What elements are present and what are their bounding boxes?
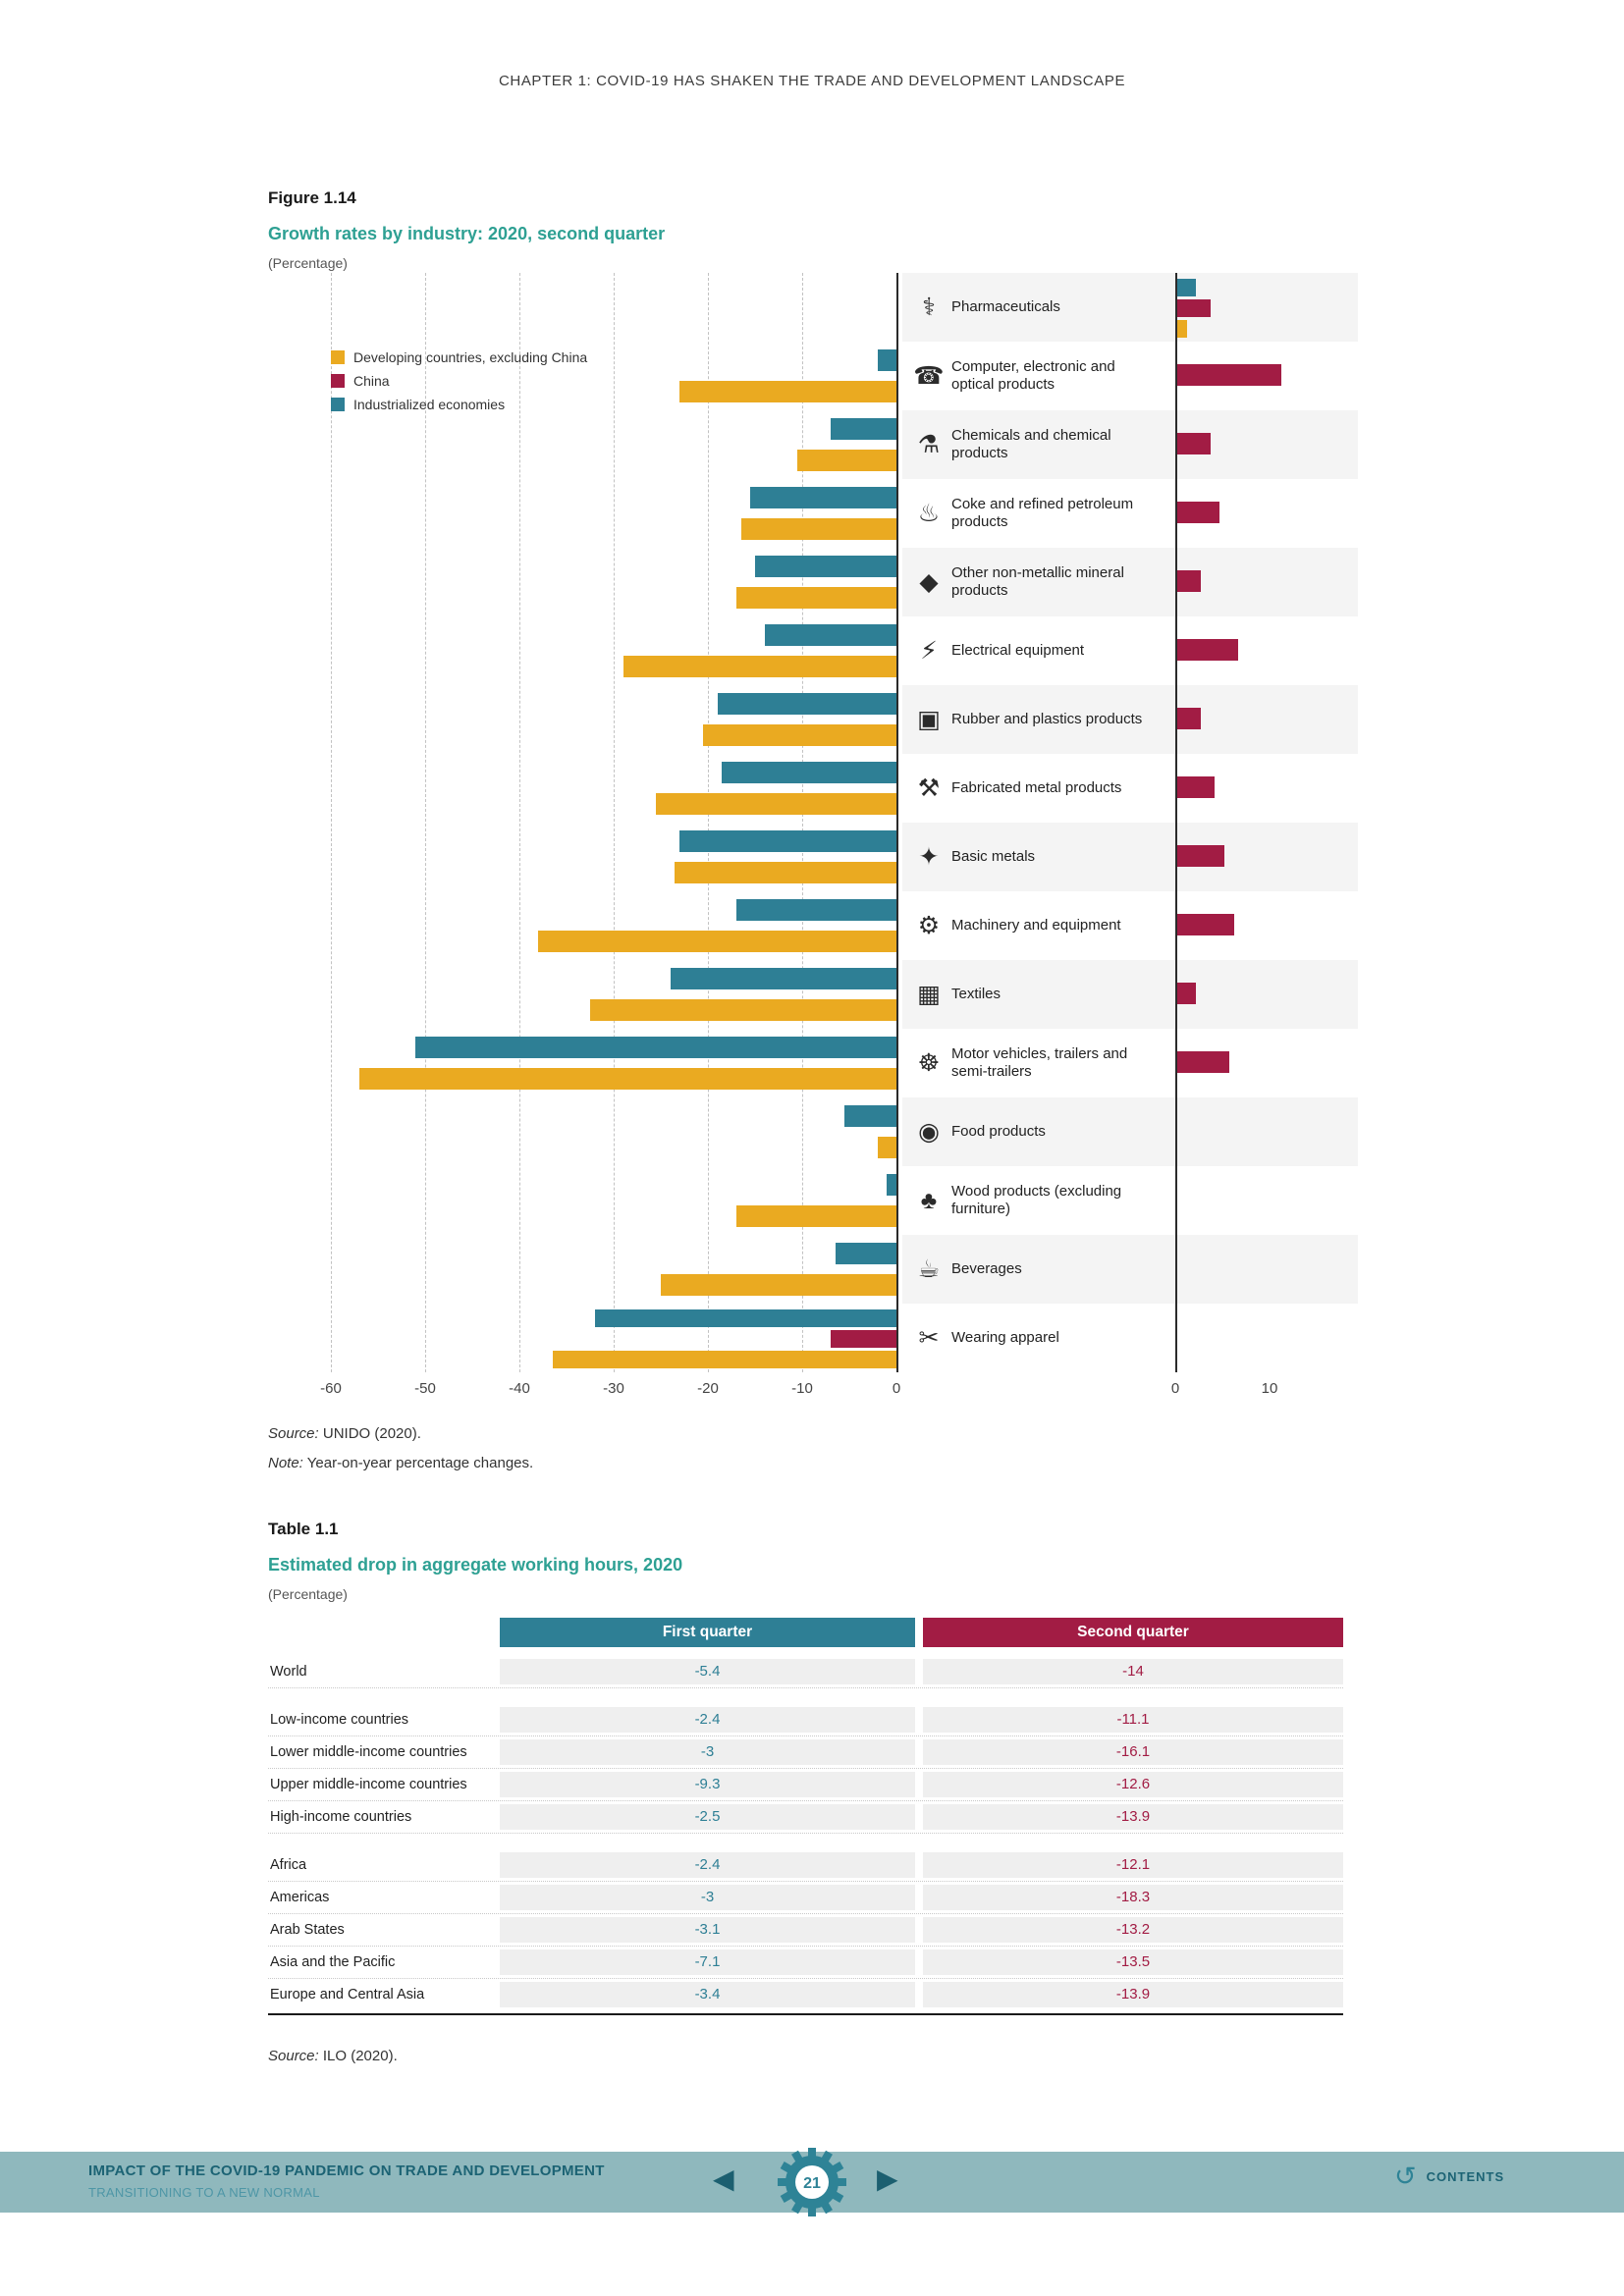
food-icon: ◉ bbox=[918, 1118, 940, 1146]
bar-industrialized-economies bbox=[887, 1174, 896, 1196]
bar-developing-countries-excluding-china bbox=[703, 724, 896, 746]
industry-label: Beverages bbox=[951, 1260, 1022, 1277]
industry-row bbox=[906, 1029, 1169, 1097]
next-page-button[interactable]: ▶ bbox=[877, 2163, 898, 2194]
bar-china bbox=[1177, 364, 1281, 386]
table-label: Table 1.1 bbox=[268, 1520, 339, 1538]
first-quarter-value: -2.4 bbox=[500, 1852, 915, 1878]
note-label: Note: bbox=[268, 1455, 303, 1471]
figure-note bbox=[268, 1455, 533, 1471]
industry-label: Rubber and plastics products bbox=[951, 711, 1143, 727]
axis-tick-label: -40 bbox=[509, 1380, 530, 1397]
footer-report-subtitle: TRANSITIONING TO A NEW NORMAL bbox=[88, 2185, 320, 2200]
axis-tick-label: -10 bbox=[791, 1380, 813, 1397]
legend-label: Developing countries, excluding China bbox=[353, 349, 588, 365]
column-header-1: First quarter bbox=[500, 1618, 915, 1647]
table-title: Estimated drop in aggregate working hours, 2020 bbox=[268, 1555, 683, 1575]
industry-row bbox=[906, 823, 1169, 891]
row-label: Arab States bbox=[270, 1922, 345, 1938]
legend-swatch bbox=[331, 350, 345, 364]
bar-developing-countries-excluding-china bbox=[741, 518, 896, 540]
industry-label: Other non-metallic mineral products bbox=[951, 564, 1124, 599]
bar-china bbox=[1177, 502, 1219, 523]
axis-tick-label: -20 bbox=[697, 1380, 719, 1397]
legend-swatch bbox=[331, 398, 345, 411]
bar-industrialized-economies bbox=[844, 1105, 896, 1127]
industry-label: Chemicals and chemical products bbox=[951, 427, 1111, 461]
bar-developing-countries-excluding-china bbox=[797, 450, 896, 471]
chart-legend bbox=[331, 346, 587, 416]
table-row bbox=[268, 1949, 1343, 1975]
row-label: World bbox=[270, 1664, 307, 1680]
oil-drops-icon: ♨ bbox=[917, 500, 941, 527]
table-row bbox=[268, 1852, 1343, 1878]
row-label: Europe and Central Asia bbox=[270, 1987, 425, 2002]
bar-developing-countries-excluding-china bbox=[878, 1137, 896, 1158]
table-row bbox=[268, 1885, 1343, 1910]
first-quarter-value: -2.5 bbox=[500, 1804, 915, 1830]
table-source bbox=[268, 2048, 398, 2064]
industry-row bbox=[906, 1235, 1169, 1304]
bar-industrialized-economies bbox=[671, 968, 896, 989]
legend-label: China bbox=[353, 373, 390, 389]
legend-item bbox=[331, 369, 587, 393]
bar-developing-countries-excluding-china bbox=[1177, 320, 1187, 338]
bar-industrialized-economies bbox=[595, 1309, 896, 1327]
legend-label: Industrialized economies bbox=[353, 397, 506, 412]
industry-label: Computer, electronic and optical products bbox=[951, 358, 1115, 393]
first-quarter-value: -7.1 bbox=[500, 1949, 915, 1975]
first-quarter-value: -2.4 bbox=[500, 1707, 915, 1733]
industry-row bbox=[906, 479, 1169, 548]
bar-china bbox=[1177, 570, 1201, 592]
contents-link[interactable] bbox=[1394, 2163, 1504, 2190]
bar-industrialized-economies bbox=[755, 556, 896, 577]
first-quarter-value: -3.1 bbox=[500, 1917, 915, 1943]
note-text: Year-on-year percentage changes. bbox=[302, 1455, 534, 1471]
bar-china bbox=[1177, 983, 1196, 1004]
industry-label: Fabricated metal products bbox=[951, 779, 1122, 796]
bar-industrialized-economies bbox=[722, 762, 896, 783]
bar-china bbox=[1177, 639, 1238, 661]
gridline bbox=[331, 273, 332, 1372]
bar-industrialized-economies bbox=[750, 487, 896, 508]
flask-icon: ⚗ bbox=[917, 431, 941, 458]
bar-china bbox=[1177, 776, 1215, 798]
industry-label: Pharmaceuticals bbox=[951, 298, 1060, 315]
industry-row bbox=[906, 1166, 1169, 1235]
bar-developing-countries-excluding-china bbox=[553, 1351, 896, 1368]
coat-icon: ✂ bbox=[918, 1324, 940, 1352]
industry-row bbox=[906, 685, 1169, 754]
row-label: Upper middle-income countries bbox=[270, 1777, 467, 1792]
bar-china bbox=[1177, 914, 1234, 935]
bar-developing-countries-excluding-china bbox=[736, 587, 896, 609]
figure-source bbox=[268, 1425, 421, 1442]
table-unit: (Percentage) bbox=[268, 1586, 348, 1602]
bar-china bbox=[1177, 299, 1211, 317]
axis-tick-label: -30 bbox=[603, 1380, 624, 1397]
table-row bbox=[268, 1772, 1343, 1797]
figure-title: Growth rates by industry: 2020, second quarter bbox=[268, 224, 666, 243]
source-label: Source: bbox=[268, 1425, 319, 1442]
table-header-row bbox=[268, 1618, 1343, 1647]
table-row bbox=[268, 1917, 1343, 1943]
second-quarter-value: -12.1 bbox=[923, 1852, 1343, 1878]
gridline bbox=[708, 273, 709, 1372]
legend-swatch bbox=[331, 374, 345, 388]
figure-label: Figure 1.14 bbox=[268, 188, 356, 207]
bar-developing-countries-excluding-china bbox=[661, 1274, 896, 1296]
group-gap bbox=[268, 1691, 1343, 1707]
bar-developing-countries-excluding-china bbox=[656, 793, 896, 815]
zero-axis bbox=[1175, 273, 1177, 1372]
bar-industrialized-economies bbox=[415, 1037, 896, 1058]
bottle-icon: ☕ bbox=[917, 1255, 941, 1283]
gridline bbox=[425, 273, 426, 1372]
zero-axis bbox=[896, 273, 898, 1372]
footer-report-title: IMPACT OF THE COVID-19 PANDEMIC ON TRADE AND DEVELOPMENT bbox=[88, 2163, 605, 2179]
bar-industrialized-economies bbox=[718, 693, 896, 715]
axis-tick-label: 0 bbox=[1170, 1380, 1180, 1397]
axis-tick-label: -50 bbox=[414, 1380, 436, 1397]
contents-link-label: CONTENTS bbox=[1426, 2169, 1505, 2184]
row-separator bbox=[268, 1735, 1343, 1736]
bar-china bbox=[1177, 708, 1201, 729]
vest-icon: ▣ bbox=[917, 706, 941, 733]
second-quarter-value: -12.6 bbox=[923, 1772, 1343, 1797]
source-text: UNIDO (2020). bbox=[318, 1425, 421, 1442]
gridline bbox=[519, 273, 520, 1372]
row-separator bbox=[268, 1946, 1343, 1947]
bar-developing-countries-excluding-china bbox=[736, 1205, 896, 1227]
first-quarter-value: -5.4 bbox=[500, 1659, 915, 1684]
bar-china bbox=[1177, 1051, 1229, 1073]
page-number: 21 bbox=[803, 2175, 821, 2192]
table-row bbox=[268, 1804, 1343, 1830]
bar-developing-countries-excluding-china bbox=[679, 381, 896, 402]
first-quarter-value: -3 bbox=[500, 1739, 915, 1765]
row-label: High-income countries bbox=[270, 1809, 412, 1825]
figure-unit: (Percentage) bbox=[268, 255, 348, 271]
working-hours-table bbox=[268, 1618, 1343, 2015]
industry-label: Coke and refined petroleum products bbox=[951, 496, 1134, 530]
chapter-header: CHAPTER 1: COVID-19 HAS SHAKEN THE TRADE AND DEVELOPMENT LANDSCAPE bbox=[498, 73, 1126, 89]
second-quarter-value: -13.9 bbox=[923, 1982, 1343, 2007]
source-label: Source: bbox=[268, 2048, 319, 2064]
axis-tick-label: 10 bbox=[1261, 1380, 1278, 1397]
first-quarter-value: -3 bbox=[500, 1885, 915, 1910]
row-label: Lower middle-income countries bbox=[270, 1744, 467, 1760]
row-separator bbox=[268, 1687, 1343, 1688]
page-number-gear-icon bbox=[776, 2146, 848, 2218]
bar-china bbox=[1177, 433, 1211, 454]
table-row bbox=[268, 1982, 1343, 2007]
second-quarter-value: -13.9 bbox=[923, 1804, 1343, 1830]
industry-label: Wearing apparel bbox=[951, 1329, 1059, 1346]
bar-industrialized-economies bbox=[831, 418, 896, 440]
gears-icon: ⚙ bbox=[917, 912, 941, 939]
car-icon: ☸ bbox=[917, 1049, 941, 1077]
bar-developing-countries-excluding-china bbox=[675, 862, 896, 883]
industry-row bbox=[906, 410, 1169, 479]
hanger-icon: ⚒ bbox=[917, 774, 941, 802]
pill-bottle-icon: ⚕ bbox=[922, 294, 936, 321]
bar-industrialized-economies bbox=[1177, 279, 1196, 296]
industry-row bbox=[906, 960, 1169, 1029]
second-quarter-value: -13.2 bbox=[923, 1917, 1343, 1943]
row-separator bbox=[268, 1768, 1343, 1769]
table-row bbox=[268, 1707, 1343, 1733]
industry-label: Machinery and equipment bbox=[951, 917, 1121, 934]
row-separator bbox=[268, 1833, 1343, 1834]
bar-chart bbox=[268, 263, 1358, 1407]
minerals-icon: ◆ bbox=[919, 568, 939, 596]
row-label: Americas bbox=[270, 1890, 330, 1905]
gridline bbox=[614, 273, 615, 1372]
industry-row bbox=[906, 1097, 1169, 1166]
bar-developing-countries-excluding-china bbox=[590, 999, 896, 1021]
group-gap bbox=[268, 1837, 1343, 1852]
column-header-2: Second quarter bbox=[923, 1618, 1343, 1647]
bar-china bbox=[831, 1330, 896, 1348]
industry-label: Textiles bbox=[951, 986, 1001, 1002]
industry-label: Electrical equipment bbox=[951, 642, 1085, 659]
industry-row bbox=[906, 273, 1169, 342]
bar-industrialized-economies bbox=[878, 349, 896, 371]
back-to-contents-icon: ↺ bbox=[1394, 2162, 1417, 2191]
row-separator bbox=[268, 1800, 1343, 1801]
industry-row bbox=[906, 548, 1169, 616]
row-separator bbox=[268, 1978, 1343, 1979]
bar-developing-countries-excluding-china bbox=[538, 931, 896, 952]
bar-industrialized-economies bbox=[679, 830, 896, 852]
wood-icon: ♣ bbox=[920, 1186, 938, 1214]
bar-industrialized-economies bbox=[736, 899, 896, 921]
bar-developing-countries-excluding-china bbox=[359, 1068, 896, 1090]
industry-row bbox=[906, 342, 1169, 410]
second-quarter-value: -11.1 bbox=[923, 1707, 1343, 1733]
row-separator bbox=[268, 1913, 1343, 1914]
axis-tick-label: 0 bbox=[892, 1380, 901, 1397]
table-row bbox=[268, 1739, 1343, 1765]
second-quarter-value: -13.5 bbox=[923, 1949, 1343, 1975]
bar-industrialized-economies bbox=[836, 1243, 896, 1264]
first-quarter-value: -9.3 bbox=[500, 1772, 915, 1797]
bar-china bbox=[1177, 845, 1224, 867]
legend-item bbox=[331, 393, 587, 416]
industry-label: Wood products (excluding furniture) bbox=[951, 1183, 1122, 1217]
row-label: Africa bbox=[270, 1857, 307, 1873]
table-bottom-rule bbox=[268, 2013, 1343, 2015]
table-row bbox=[268, 1659, 1343, 1684]
legend-item bbox=[331, 346, 587, 369]
industry-row bbox=[906, 891, 1169, 960]
textile-icon: ▦ bbox=[917, 981, 941, 1008]
previous-page-button[interactable]: ◀ bbox=[713, 2163, 734, 2194]
smartphone-icon: ☎ bbox=[913, 362, 945, 390]
row-separator bbox=[268, 1881, 1343, 1882]
industry-label: Motor vehicles, trailers and semi-trailers bbox=[951, 1045, 1128, 1080]
second-quarter-value: -18.3 bbox=[923, 1885, 1343, 1910]
industry-row bbox=[906, 1304, 1169, 1372]
industry-label: Basic metals bbox=[951, 848, 1036, 865]
second-quarter-value: -16.1 bbox=[923, 1739, 1343, 1765]
industry-label: Food products bbox=[951, 1123, 1046, 1140]
industry-row bbox=[906, 754, 1169, 823]
bar-industrialized-economies bbox=[765, 624, 896, 646]
industry-row bbox=[906, 616, 1169, 685]
electrical-icon: ⚡ bbox=[920, 637, 938, 665]
row-label: Low-income countries bbox=[270, 1712, 409, 1728]
bar-developing-countries-excluding-china bbox=[623, 656, 896, 677]
row-label: Asia and the Pacific bbox=[270, 1954, 396, 1970]
first-quarter-value: -3.4 bbox=[500, 1982, 915, 2007]
metals-icon: ✦ bbox=[918, 843, 940, 871]
axis-tick-label: -60 bbox=[320, 1380, 342, 1397]
source-text: ILO (2020). bbox=[318, 2048, 398, 2064]
second-quarter-value: -14 bbox=[923, 1659, 1343, 1684]
